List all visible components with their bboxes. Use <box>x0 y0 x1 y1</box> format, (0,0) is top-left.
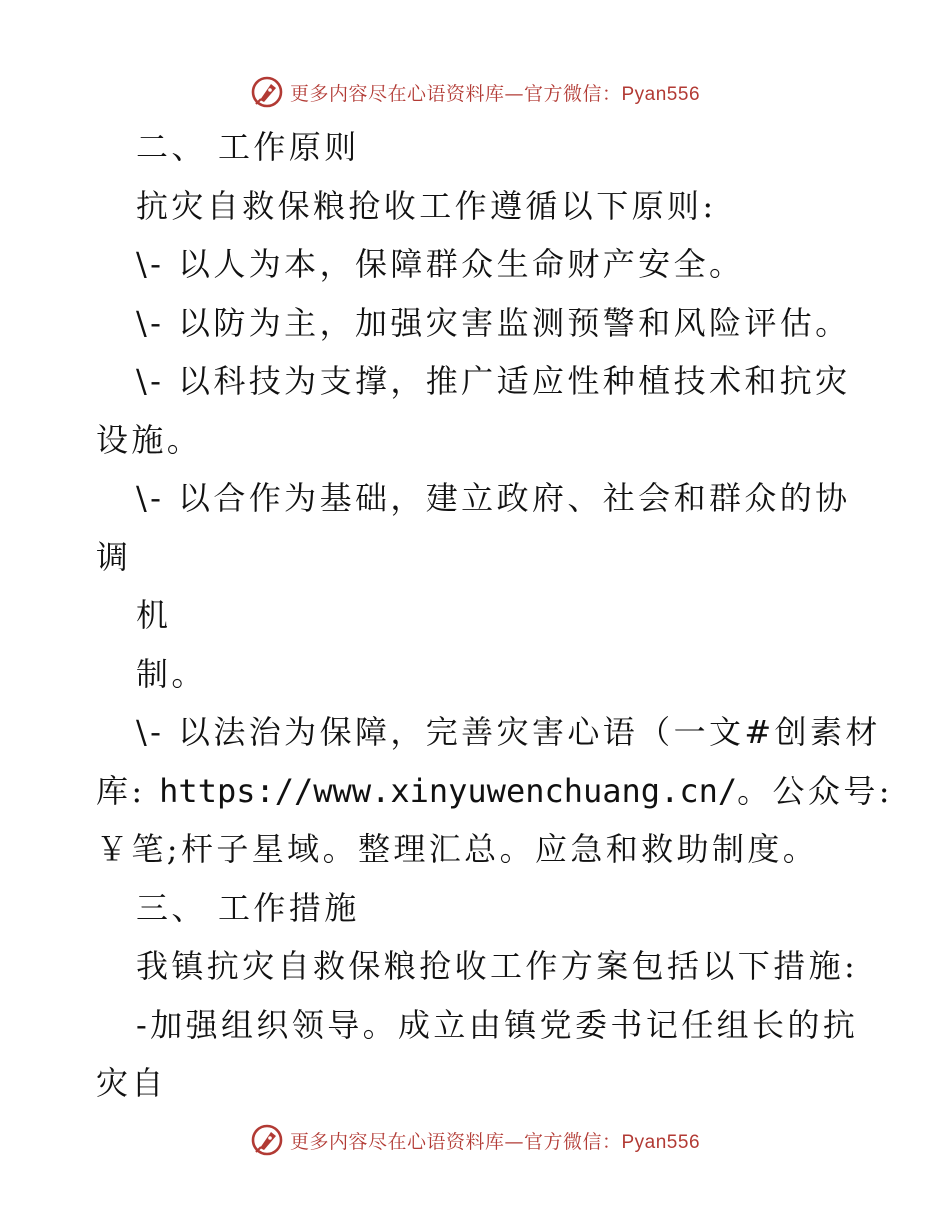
list-item-continuation: 制。 <box>136 654 207 693</box>
list-item-continuation: 灾自 <box>96 1064 167 1102</box>
wechat-handle: Pyan556 <box>621 83 701 105</box>
paragraph-intro: 我镇抗灾自救保粮抢收工作方案包括以下措施: <box>136 947 859 985</box>
list-item-continuation: 机 <box>136 596 172 634</box>
list-item: -加强组织领导。成立由镇党委书记任组长的抗 <box>136 1005 859 1044</box>
list-item: \- 以科技为支撑，推广适应性种植技术和抗灾 <box>136 362 851 400</box>
list-item: \- 以人为本，保障群众生命财产安全。 <box>136 245 745 283</box>
pen-nib-icon <box>250 1123 284 1157</box>
footer-banner <box>0 1120 950 1160</box>
source-url: https://www.xinyuwenchuang.cn/ <box>159 771 738 810</box>
list-item: \- 以法治为保障，完善灾害心语（一文#创素材 <box>136 713 881 751</box>
section-heading-3: 三、 工作措施 <box>136 888 360 927</box>
list-item-continuation: 设施。 <box>96 420 203 459</box>
list-item: \- 以防为主，加强灾害监测预警和风险评估。 <box>136 303 851 342</box>
list-item-continuation: ￥笔;杆子星域。整理汇总。应急和救助制度。 <box>96 830 819 868</box>
list-item-continuation: 调 <box>96 537 132 576</box>
header-banner <box>0 72 950 112</box>
watermark-text: 更多内容尽在心语资料库—官方微信：Pyan556 <box>289 82 701 105</box>
watermark-text: 更多内容尽在心语资料库—官方微信：Pyan556 <box>289 1130 701 1153</box>
document-body <box>96 118 893 1113</box>
pen-nib-icon <box>250 75 284 109</box>
paragraph-intro: 抗灾自救保粮抢收工作遵循以下原则: <box>136 186 717 225</box>
list-item-continuation: 库: https://www.xinyuwenchuang.cn/。公众号: <box>96 771 893 810</box>
section-heading-2: 二、 工作原则 <box>136 128 360 166</box>
wechat-handle: Pyan556 <box>621 1131 701 1153</box>
list-item: \- 以合作为基础，建立政府、社会和群众的协 <box>136 479 851 517</box>
